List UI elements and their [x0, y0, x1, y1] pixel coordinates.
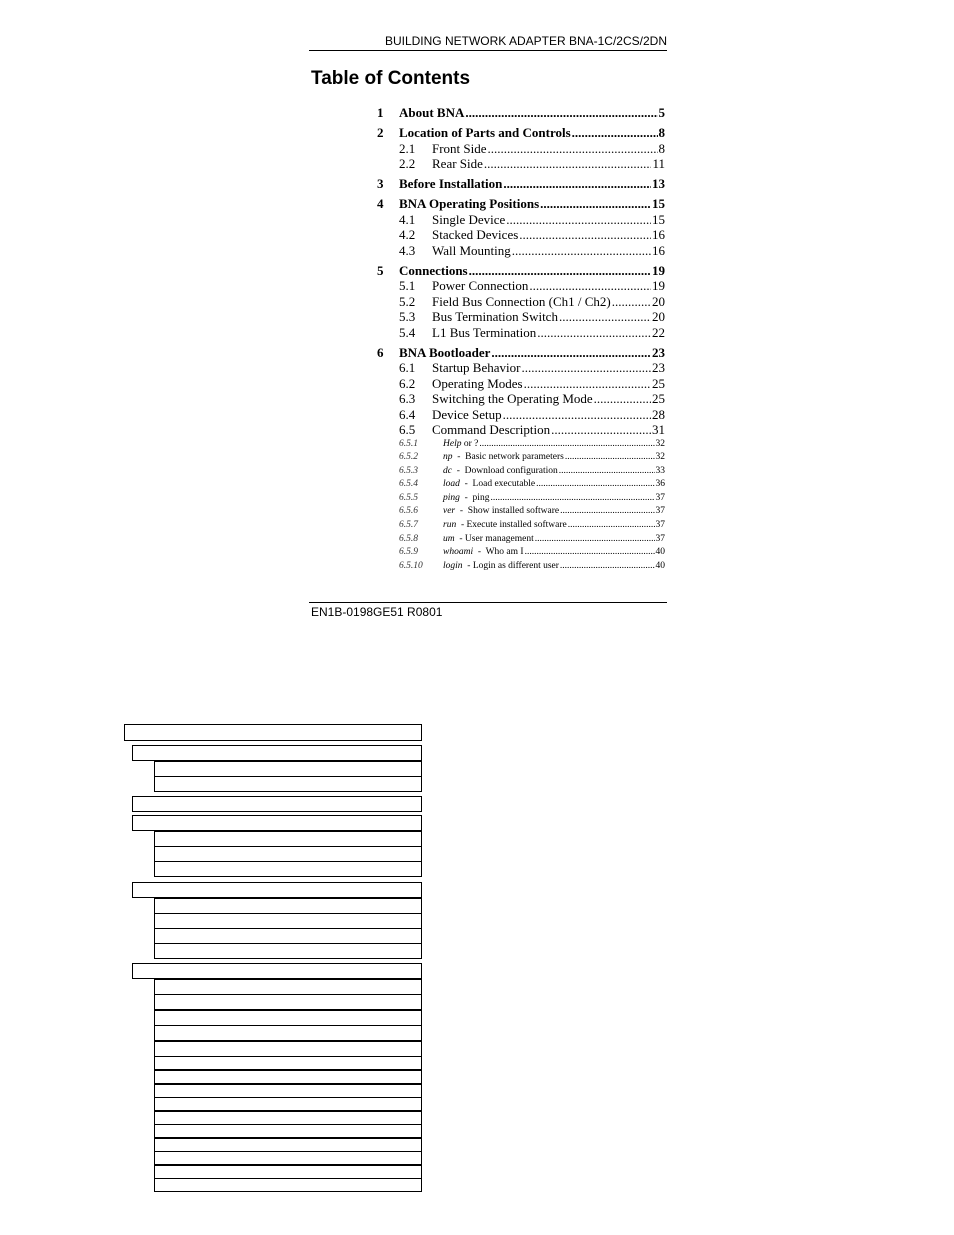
toc-entry-description: - Show installed software: [455, 506, 560, 517]
toc-entry-number: 6.5: [399, 422, 416, 437]
toc-entry-number: 4.2: [399, 227, 416, 242]
toc-entry-number: 6.4: [399, 406, 416, 422]
toc-leader-dots: [512, 243, 651, 259]
table-of-contents: [377, 105, 665, 573]
page-title: Table of Contents: [311, 68, 471, 89]
toc-entry-number: 6.5.8: [399, 533, 418, 544]
toc-leader-dots: [560, 560, 655, 574]
toc-entry-number: 6.5.7: [399, 520, 418, 531]
toc-entry-page: 40: [655, 547, 665, 558]
toc-entry[interactable]: [377, 243, 665, 259]
toc-entry-description: - ping: [459, 492, 490, 503]
bookmark-frame: [154, 1165, 422, 1179]
toc-entry-label: Stacked Devices: [432, 227, 519, 242]
toc-leader-dots: [540, 196, 651, 212]
toc-leader-dots: [524, 376, 651, 392]
toc-entry-command: Help: [443, 438, 462, 449]
toc-entry-label: [443, 560, 559, 574]
toc-entry[interactable]: [377, 125, 665, 141]
toc-entry-page: 23: [652, 360, 665, 375]
toc-entry-page: 36: [655, 479, 665, 490]
toc-entry[interactable]: [377, 560, 665, 574]
toc-leader-dots: [572, 125, 658, 141]
toc-entry[interactable]: [377, 196, 665, 212]
bookmark-frame: [154, 1056, 422, 1070]
toc-entry[interactable]: [377, 492, 665, 506]
toc-leader-dots: [519, 227, 651, 243]
toc-leader-dots: [535, 533, 655, 547]
toc-entry-label: [443, 519, 567, 533]
bookmark-frame: [154, 1041, 422, 1057]
toc-leader-dots: [536, 478, 654, 492]
document-code: EN1B-0198GE51 R0801: [311, 605, 443, 619]
toc-leader-dots: [559, 465, 655, 479]
toc-entry-page: 37: [655, 506, 665, 517]
toc-entry-page: 22: [652, 324, 665, 340]
toc-leader-dots: [537, 325, 651, 341]
toc-leader-dots: [521, 360, 651, 376]
bookmark-frame: [154, 994, 422, 1010]
toc-entry-number: 2: [377, 125, 384, 140]
toc-entry[interactable]: [377, 505, 665, 519]
toc-entry-page: 8: [658, 140, 665, 156]
toc-entry-number: 6.1: [399, 360, 416, 375]
toc-entry-label: [443, 533, 534, 547]
toc-entry[interactable]: [377, 263, 665, 279]
bookmark-frame: [154, 831, 422, 847]
toc-entry[interactable]: [377, 156, 665, 172]
toc-entry-page: 25: [652, 375, 665, 391]
toc-leader-dots: [469, 263, 651, 279]
toc-entry-label: [443, 451, 564, 465]
toc-entry-number: 6: [377, 344, 384, 360]
toc-entry-number: 3: [377, 176, 384, 191]
bookmark-frame: [154, 1124, 422, 1138]
toc-entry-number: 4.1: [399, 211, 416, 227]
toc-entry-number: 5: [377, 262, 384, 278]
bookmark-frame: [132, 745, 422, 761]
toc-entry[interactable]: [377, 345, 665, 361]
toc-entry-description: - Download configuration: [451, 465, 558, 476]
toc-entry-number: 6.5.4: [399, 479, 418, 490]
toc-entry-label: BNA Bootloader: [399, 344, 491, 360]
toc-entry[interactable]: [377, 546, 665, 560]
toc-entry[interactable]: [377, 533, 665, 547]
toc-entry-page: 31: [652, 422, 665, 437]
toc-entry-page: 32: [655, 452, 665, 463]
toc-leader-dots: [465, 105, 657, 121]
toc-entry-command: um: [443, 533, 455, 544]
toc-entry-command: ping: [443, 492, 460, 503]
toc-entry-label: [443, 465, 558, 479]
toc-entry-command: load: [443, 479, 460, 490]
toc-entry-number: 6.5.2: [399, 452, 418, 463]
toc-entry-description: - Load executable: [459, 479, 536, 490]
toc-entry-number: 4: [377, 196, 384, 211]
bookmark-frame: [154, 776, 422, 792]
toc-entry-page: 37: [655, 492, 665, 503]
toc-entry-page: 33: [655, 465, 665, 476]
toc-entry-page: 16: [652, 227, 665, 242]
toc-entry-number: 5.1: [399, 278, 416, 293]
toc-entry-number: 6.5.9: [399, 547, 418, 558]
toc-entry-command: ver: [443, 506, 456, 517]
toc-leader-dots: [490, 492, 654, 506]
toc-entry[interactable]: [377, 278, 665, 294]
toc-entry-label: Command Description: [432, 422, 551, 437]
toc-leader-dots: [506, 212, 651, 228]
toc-entry-label: Power Connection: [432, 278, 529, 293]
toc-entry[interactable]: [377, 376, 665, 392]
running-footer: [309, 602, 667, 619]
toc-entry-number: 6.5.6: [399, 506, 418, 517]
toc-entry-label: [443, 505, 559, 519]
toc-entry-page: 11: [652, 156, 665, 171]
toc-entry-number: 5.3: [399, 309, 416, 324]
bookmark-frame: [132, 796, 422, 812]
bookmark-frame: [132, 815, 422, 831]
bookmark-frame: [154, 861, 422, 877]
toc-entry-number: 6.5.10: [399, 560, 423, 571]
toc-entry-label: Single Device: [432, 211, 506, 227]
toc-entry-page: 25: [652, 391, 665, 406]
toc-entry-label: L1 Bus Termination: [432, 324, 537, 340]
toc-leader-dots: [565, 451, 655, 465]
bookmark-frame: [154, 1151, 422, 1165]
toc-entry-description: - Who am I: [473, 547, 524, 558]
toc-entry[interactable]: [377, 422, 665, 438]
toc-entry[interactable]: [377, 105, 665, 121]
toc-entry-label: Location of Parts and Controls: [399, 125, 571, 140]
toc-entry-description: or ?: [461, 438, 479, 449]
toc-entry-page: 19: [652, 262, 665, 278]
toc-entry-command: np: [443, 452, 453, 463]
toc-entry-number: 6.3: [399, 391, 416, 406]
toc-entry[interactable]: [377, 465, 665, 479]
toc-entry[interactable]: [377, 141, 665, 157]
toc-entry-label: Field Bus Connection (Ch1 / Ch2): [432, 293, 611, 309]
toc-entry-page: 28: [652, 406, 665, 422]
toc-entry[interactable]: [377, 212, 665, 228]
toc-entry-label: About BNA: [399, 105, 465, 120]
bookmark-frame: [154, 1178, 422, 1192]
toc-entry-label: Bus Termination Switch: [432, 309, 558, 324]
bookmark-frame: [154, 928, 422, 944]
toc-leader-dots: [529, 278, 651, 294]
toc-entry-number: 4.3: [399, 242, 416, 258]
toc-entry-number: 2.2: [399, 156, 416, 171]
bookmark-frame: [154, 1070, 422, 1084]
toc-entry-label: Before Installation: [399, 176, 503, 191]
toc-entry-label: Rear Side: [432, 156, 483, 171]
toc-entry-number: 5.4: [399, 324, 416, 340]
toc-entry-label: Front Side: [432, 140, 487, 156]
toc-entry-label: Wall Mounting: [432, 242, 511, 258]
bookmark-frame: [154, 1097, 422, 1111]
toc-entry[interactable]: [377, 325, 665, 341]
toc-entry-label: Device Setup: [432, 406, 502, 422]
toc-entry-number: 6.5.1: [399, 438, 418, 449]
toc-entry-page: 8: [658, 125, 665, 140]
toc-entry-number: 6.2: [399, 375, 416, 391]
toc-entry-label: [443, 492, 489, 506]
toc-leader-dots: [525, 546, 655, 560]
toc-leader-dots: [594, 391, 651, 407]
toc-entry-page: 20: [652, 309, 665, 324]
bookmark-frame: [154, 898, 422, 914]
toc-entry-command: run: [443, 520, 457, 531]
toc-entry-page: 37: [655, 520, 665, 531]
toc-entry-page: 15: [652, 196, 665, 211]
toc-entry-number: 6.5.3: [399, 465, 418, 476]
toc-entry-label: [443, 546, 524, 560]
toc-leader-dots: [612, 294, 651, 310]
toc-entry-label: Startup Behavior: [432, 360, 521, 375]
toc-entry-description: - Basic network parameters: [452, 452, 564, 463]
toc-leader-dots: [503, 176, 651, 192]
toc-leader-dots: [488, 141, 658, 157]
toc-entry[interactable]: [377, 227, 665, 243]
toc-entry[interactable]: [377, 176, 665, 192]
toc-leader-dots: [503, 407, 651, 423]
toc-entry[interactable]: [377, 478, 665, 492]
bookmark-frame: [154, 1010, 422, 1026]
toc-entry-page: 19: [652, 278, 665, 293]
toc-entry-page: 5: [658, 105, 665, 120]
bookmark-frame: [124, 724, 422, 741]
toc-entry-page: 40: [655, 560, 665, 571]
toc-entry-page: 32: [655, 438, 665, 449]
toc-entry-description: - Login as different user: [462, 560, 559, 571]
toc-entry-command: whoami: [443, 547, 474, 558]
toc-entry[interactable]: [377, 451, 665, 465]
toc-entry-label: [443, 478, 535, 492]
toc-entry-page: 13: [652, 176, 665, 191]
bookmark-frame: [154, 1025, 422, 1041]
bookmark-frame: [154, 943, 422, 959]
toc-entry-number: 5.2: [399, 293, 416, 309]
toc-leader-dots: [559, 309, 651, 325]
toc-entry-label: [443, 438, 478, 452]
toc-entry-label: Switching the Operating Mode: [432, 391, 593, 406]
toc-entry-page: 16: [652, 242, 665, 258]
toc-entry[interactable]: [377, 309, 665, 325]
toc-entry-number: 6.5.5: [399, 492, 418, 503]
toc-entry[interactable]: [377, 519, 665, 533]
toc-entry-label: Connections: [399, 262, 468, 278]
bookmark-frame: [154, 1111, 422, 1125]
toc-leader-dots: [551, 422, 651, 438]
bookmark-frame: [154, 761, 422, 777]
toc-entry-page: 15: [652, 211, 665, 227]
toc-entry-number: 1: [377, 105, 384, 120]
bookmark-frame: [154, 979, 422, 995]
toc-entry[interactable]: [377, 407, 665, 423]
toc-leader-dots: [479, 438, 654, 452]
bookmark-frame: [132, 882, 422, 898]
bookmark-frame: [154, 1138, 422, 1152]
bookmark-frame: [154, 846, 422, 862]
bookmark-frame: [154, 1084, 422, 1098]
toc-entry-command: dc: [443, 465, 452, 476]
toc-entry[interactable]: [377, 438, 665, 452]
toc-entry-description: - Execute installed software: [456, 520, 567, 531]
toc-entry[interactable]: [377, 294, 665, 310]
toc-entry-page: 23: [652, 344, 665, 360]
toc-leader-dots: [568, 519, 655, 533]
bookmark-frame: [154, 913, 422, 929]
toc-entry[interactable]: [377, 360, 665, 376]
bookmark-frame: [132, 963, 422, 979]
toc-entry[interactable]: [377, 391, 665, 407]
toc-leader-dots: [484, 156, 652, 172]
running-header: BUILDING NETWORK ADAPTER BNA-1C/2CS/2DN: [309, 34, 667, 51]
toc-leader-dots: [560, 505, 654, 519]
toc-entry-page: 37: [655, 533, 665, 544]
toc-entry-label: Operating Modes: [432, 375, 523, 391]
toc-entry-label: BNA Operating Positions: [399, 196, 540, 211]
toc-entry-command: login: [443, 560, 463, 571]
toc-entry-description: - User management: [454, 533, 534, 544]
toc-leader-dots: [491, 345, 651, 361]
toc-entry-page: 20: [652, 293, 665, 309]
toc-entry-number: 2.1: [399, 140, 416, 156]
